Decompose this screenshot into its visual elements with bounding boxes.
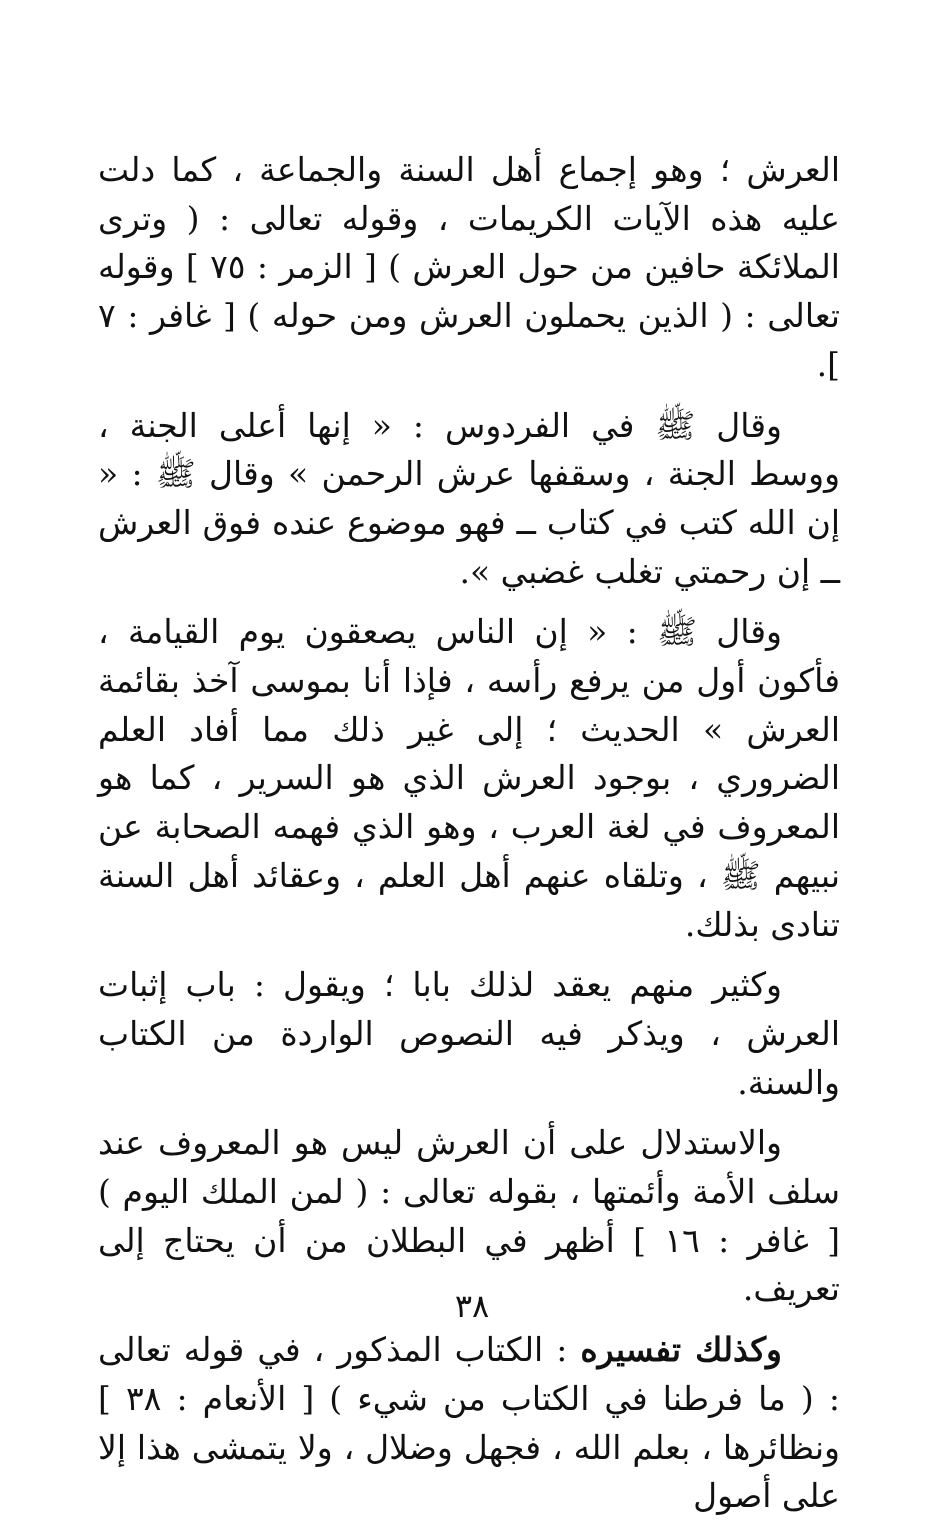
paragraph-2 — [98, 402, 840, 597]
paragraph-6-lead: وكذلك تفسيره — [580, 1330, 782, 1370]
paragraph-4 — [98, 961, 840, 1107]
paragraph-3-text: وقال ﷺ : « إن الناس يصعقون يوم القيامة ، فأكون أول من يرفع رأسه ، فإذا أنا بموسى آخذ بقائمة العرش » الحديث ؛ إلى غير ذلك مما أفاد العلم الضروري ، بوجود العرش الذي هو السرير ، كما هو المعروف في لغة العرب ، وهو الذي فهمه الصحابة عن نبيهم ﷺ ، وتلقاه عنهم أهل العلم ، وعقائد أهل السنة تنادى بذلك. — [98, 612, 840, 944]
paragraph-6 — [98, 1326, 840, 1521]
paragraph-4-text: وكثير منهم يعقد لذلك بابا ؛ ويقول : باب إثبات العرش ، ويذكر فيه النصوص الواردة من الكتاب والسنة. — [98, 965, 840, 1102]
paragraph-5-text: والاستدلال على أن العرش ليس هو المعروف عند سلف الأمة وأئمتها ، بقوله تعالى : ( لمن الملك اليوم ) [ غافر : ١٦ ] أظهر في البطلان من أن يحتاج إلى تعريف. — [98, 1123, 840, 1309]
paragraph-1-text: العرش ؛ وهو إجماع أهل السنة والجماعة ، كما دلت عليه هذه الآيات الكريمات ، وقوله تعالى : ( وترى الملائكة حافين من حول العرش ) [ الزمر : ٧٥ ] وقوله تعالى : ( الذين يحملون العرش ومن حوله ) [ غافر : ٧ ]. — [98, 150, 840, 384]
page-number: ٣٨ — [454, 1287, 490, 1325]
paragraph-5 — [98, 1119, 840, 1314]
paragraph-1 — [98, 146, 840, 390]
paragraph-3 — [98, 608, 840, 949]
paragraph-2-text: وقال ﷺ في الفردوس : « إنها أعلى الجنة ، ووسط الجنة ، وسقفها عرش الرحمن » وقال ﷺ : « إن الله كتب في كتاب ــ فهو موضوع عنده فوق العرش ــ إن رحمتي تغلب غضبي ». — [98, 405, 840, 591]
paragraph-6-text: : الكتاب المذكور ، في قوله تعالى : ( ما فرطنا في الكتاب من شيء ) [ الأنعام : ٣٨ ] ونظائرها ، بعلم الله ، فجهل وضلال ، ولا يتمشى هذا إلا على أصول — [98, 1330, 840, 1516]
